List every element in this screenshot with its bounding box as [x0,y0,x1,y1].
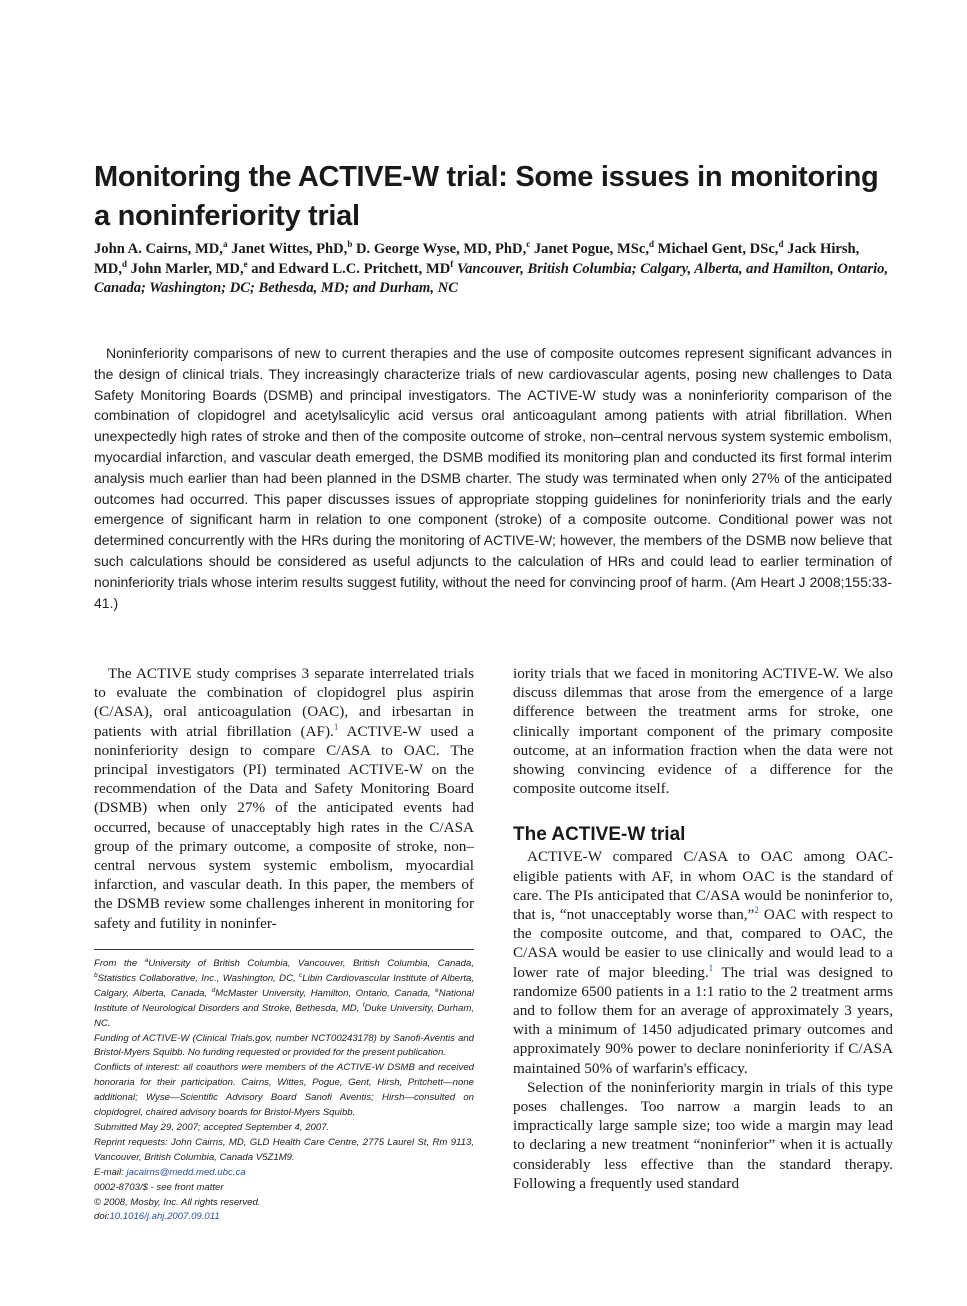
email-link[interactable]: jacairns@medd.med.ubc.ca [126,1166,246,1178]
author-name: John Marler, MD, [130,260,244,277]
affil-sup: d [211,986,216,994]
body-column-right [513,664,893,1193]
reference-link[interactable]: 2 [754,904,759,915]
body-text: Selection of the noninferiority margin in trials of this type poses challenges. Too narrow a margin leads to an impractically large sample size; too wide a margin may lead to declaring a new treatment “noninferior” when it is actually considerably less effective than the standard therapy. Following a frequently used standard [513,1078,893,1192]
author-locations: Vancouver, British Columbia; Calgary, Alberta, and Hamilton, Ontario, Canada; Washington; DC; Bethesda, MD; and Durham, NC [94,260,889,296]
body-column-left [94,664,474,933]
body-paragraph [94,664,474,933]
footnote-text: University of British Columbia, Vancouver, British Columbia, Canada, [148,958,474,969]
affil-sup: b [94,971,98,979]
footnote-issn: 0002-8703/$ - see front matter [94,1181,224,1193]
footnote-funding: Funding of ACTIVE-W (Clinical Trials.gov, number NCT00243178) by Sanofi-Aventis and Bristol-Myers Squibb. No funding requested or provided for the present publication. [94,1032,474,1059]
footnotes [94,957,474,1225]
article-title: Monitoring the ACTIVE-W trial: Some issues in monitoring a noninferiority trial [94,161,879,232]
footnote-copyright: © 2008, Mosby, Inc. All rights reserved. [94,1196,261,1208]
author-affil-sup: f [450,258,454,269]
author-affil-sup: d [649,239,655,250]
author-name: and Edward L.C. Pritchett, MD [251,260,451,277]
affil-sup: a [144,956,149,964]
reference-link[interactable]: 1 [708,962,714,973]
section-heading: The ACTIVE-W trial [513,824,686,846]
author-name: Janet Wittes, PhD, [231,241,348,257]
affil-sup: e [435,986,439,994]
footnote-reprint: Reprint requests: John Cairns, MD, GLD Health Care Centre, 2775 Laurel St, Rm 9113, Vancouver, British Columbia, Canada V5Z1M9. [94,1136,474,1163]
footnote-text: McMaster University, Hamilton, Ontario, Canada, [215,987,436,999]
footnote-submitted: Submitted May 29, 2007; accepted September 4, 2007. [94,1121,330,1133]
footnote-text: E-mail: [94,1166,127,1178]
author-affil-sup: d [121,258,127,269]
body-text: OAC with respect to the composite outcome, and that, compared to OAC, the C/ASA would be easier to use clinically and would lead to a lower rate of major bleeding. [513,906,894,981]
body-text: The trial was designed to randomize 6500 patients in a 1:1 ratio to the 2 treatment arms and to follow them for an average of approximately 3 years, with a minimum of 1450 adjudicated primary outcomes and approximately 90% power to declare noninferiority if C/ASA maintained 50% of warfarin's efficacy. [513,963,894,1077]
body-paragraph [513,847,893,1077]
body-paragraph [513,1078,893,1193]
doi-link[interactable]: 10.1016/j.ahj.2007.09.011 [109,1211,220,1223]
author-affil-sup: a [222,239,228,250]
body-text: The ACTIVE study comprises 3 separate interrelated trials to evaluate the combination of clopidogrel plus aspirin (C/ASA), oral anticoagulation (OAC), and irbesartan in patients with atrial fibrillation (AF). [94,665,474,740]
reference-link[interactable]: 1 [333,721,339,732]
author-affil-sup: b [347,239,353,250]
affil-sup: f [362,1001,365,1009]
footnote-doi [94,1210,474,1225]
affil-sup: c [298,971,303,979]
body-text: ACTIVE-W compared C/ASA to OAC among OAC-eligible patients with AF, in whom OAC is the standard of care. The PIs anticipated that C/ASA would be noninferior to, that is, “not unacceptably worse than,” [513,848,893,924]
author-affil-sup: d [778,239,784,250]
footnote-text: doi: [94,1211,110,1223]
author-name: Jack Hirsh, MD, [94,241,860,277]
author-name: Michael Gent, DSc, [657,241,779,257]
footnote-text: Duke University, Durham, NC. [94,1002,474,1029]
author-affil-sup: c [526,239,531,250]
footnote-conflicts: Conflicts of interest: all coauthors were members of the ACTIVE-W DSMB and received honoraria for their participation. Cairns, Wittes, Pogue, Gent, Hirsh, Pritchett—none additional; Wyse—Scientific Advisory Board Sanofi Aventis; Hirsh—consulted on clopidogrel, chaired advisory boards for Bristol-Myers Squibb. [94,1062,474,1119]
footnote-text: From the [94,958,145,969]
body-paragraph: iority trials that we faced in monitoring ACTIVE-W. We also discuss dilemmas that arose from the emergence of a large difference between the treatment arms for stroke, one clinically important component of the primary composite outcome, at an information fraction when the data were not showing convincing evidence of a difference for the composite outcome itself. [513,665,893,798]
abstract-text: Noninferiority comparisons of new to current therapies and the use of composite outcomes represent significant advances in the design of clinical trials. They increasingly characterize trials of new cardiovascular agents, posing new challenges to Data Safety Monitoring Boards (DSMB) and principal investigators. The ACTIVE-W study was a noninferiority comparison of the combination of clopidogrel and acetylsalicylic acid versus oral anticoagulant among patients with atrial fibrillation. When unexpectedly high rates of stroke and then of the composite outcome of stroke, non–central nervous system systemic embolism, myocardial infarction, and vascular death emerged, the DSMB modified its monitoring plan and conducted its first formal interim analysis much earlier than had been planned in the DSMB charter. The study was terminated when only 27% of the anticipated outcomes had occurred. This paper discusses issues of appropriate stopping guidelines for noninferiority trials and the early emergence of significant harm in relation to one component (stroke) of a composite outcome. Conditional power was not determined concurrently with the HRs during the monitoring of ACTIVE-W; however, the members of the DSMB now believe that such calculations should be considered as useful adjuncts to the calculation of HRs and could lead to earlier termination of noninferiority trials whose interim results suggest futility, without the need for convincing proof of harm. (Am Heart J 2008;155:33-41.) [94,345,892,611]
footnote-email [94,1166,474,1181]
footnote-text: National Institute of Neurological Disorders and Stroke, Bethesda, MD, [94,987,474,1014]
footnote-divider [94,949,474,950]
author-name: Janet Pogue, MSc, [533,241,649,257]
abstract [94,343,892,613]
footnote-text: Libin Cardiovascular Institute of Alberta, Calgary, Alberta, Canada, [94,972,474,999]
author-affil-sup: e [243,258,248,269]
author-name: D. George Wyse, MD, PhD, [355,241,527,257]
author-name: John A. Cairns, MD, [94,241,223,257]
footnote-affiliations [94,957,474,1032]
footnote-text: Statistics Collaborative, Inc., Washington, DC, [97,972,299,984]
author-block [94,240,894,299]
body-text: ACTIVE-W used a noninferiority design to compare C/ASA to OAC. The principal investigators (PI) terminated ACTIVE-W on the recommendation of the Data and Safety Monitoring Board (DSMB) when only 27% of the anticipated events had occurred, because of unacceptably high rates in the C/ASA group of the primary outcome, a composite of stroke, non–central nervous system systemic embolism, myocardial infarction, and vascular death. In this paper, the members of the DSMB review some challenges inherent in monitoring for safety and futility in noninfer- [94,722,474,932]
